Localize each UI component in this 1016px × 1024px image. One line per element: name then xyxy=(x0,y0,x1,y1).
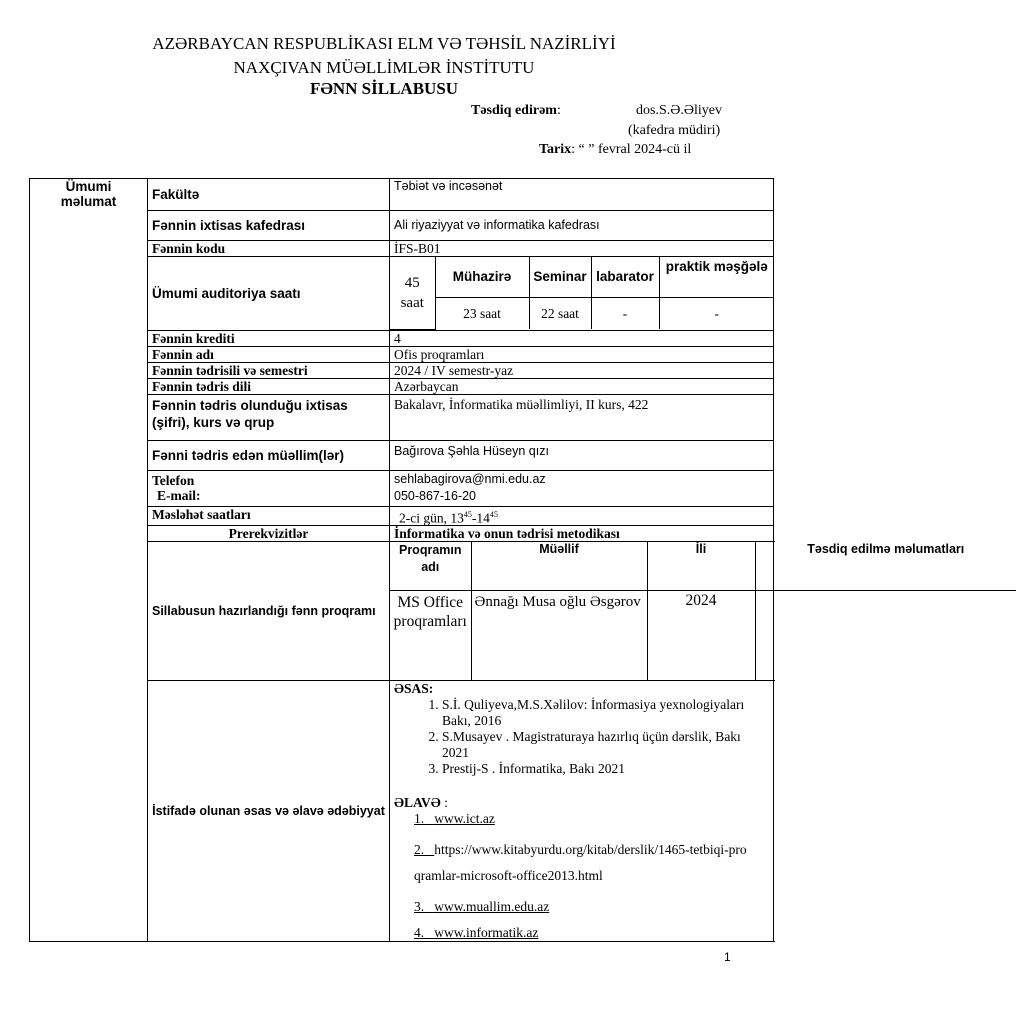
literature-label: İstifadə olunan əsas və əlavə ədəbiyyat xyxy=(148,681,390,942)
teacher-value: Bağırova Şəhla Hüseyn qızı xyxy=(390,440,774,470)
literature-extra-item[interactable]: 1. www.ict.az xyxy=(414,811,495,826)
literature-extra-head: ƏLAVƏ : xyxy=(394,795,448,810)
literature-main-head: ƏSAS: xyxy=(394,681,434,696)
year-label: Fənnin tədrisili və semestri xyxy=(148,362,390,378)
language-value: Azərbaycan xyxy=(390,378,774,394)
prereq-value: İnformatika və onun tədrisi metodikası xyxy=(390,526,774,542)
literature-main-item: 3. Prestij-S . İnformatika, Bakı 2021 xyxy=(442,761,769,777)
hours-total: 45 saat xyxy=(390,257,435,329)
syllabus-table xyxy=(29,178,965,942)
consult-sup-1: 45 xyxy=(463,509,472,519)
ministry-title: AZƏRBAYCAN RESPUBLİKASI ELM VƏ TƏHSİL NAZİRLİYİ xyxy=(152,34,616,53)
date-value: : “ ” fevral 2024-cü il xyxy=(571,142,692,157)
hours-cell xyxy=(390,257,774,331)
contact-labels xyxy=(148,470,390,506)
program-head-approval: Təsdiq edilmə məlumatları xyxy=(755,542,1016,590)
phone-label: Telefon xyxy=(152,473,195,488)
program-cell xyxy=(390,542,965,681)
literature-extra-item[interactable]: 2. https://www.kitabyurdu.org/kitab/derslik/1465-tetbiqi-proqramlar-microsoft-office2013.html xyxy=(414,842,747,883)
hours-seminar: 22 saat xyxy=(529,297,591,329)
approval-name: dos.S.Ə.Əliyev xyxy=(636,103,722,118)
row-faculty xyxy=(30,179,774,211)
credit-value: 4 xyxy=(390,330,774,346)
consult-value xyxy=(390,506,774,526)
program-name: MS Office proqramları xyxy=(390,590,471,680)
document-title: FƏNN SİLLABUSU xyxy=(309,79,459,98)
program-year: 2024 xyxy=(647,590,755,680)
approval-date xyxy=(539,141,691,159)
code-value: İFS-B01 xyxy=(390,241,774,257)
section-general: Ümumi məlumat xyxy=(30,179,148,942)
hours-lecture: 23 saat xyxy=(435,297,529,329)
program-head-author: Müəllif xyxy=(471,542,647,590)
approval-role: (kafedra müdiri) xyxy=(628,123,721,138)
specialty-label: Fənnin tədris olunduğu ixtisas (şifri), kurs və qrup xyxy=(148,394,390,440)
consult-label: Məsləhət saatları xyxy=(148,506,390,526)
consult-dash: -14 xyxy=(471,510,490,525)
literature-extra-list xyxy=(394,811,769,941)
code-label: Fənnin kodu xyxy=(148,241,390,257)
institute-title: NAXÇIVAN MÜƏLLİMLƏR İNSTİTUTU xyxy=(233,58,535,77)
literature-main-item: 1. S.İ. Quliyeva,M.S.Xəlilov: İnformasiya yexnologiyaları Bakı, 2016 xyxy=(442,697,769,729)
program-label: Sillabusun hazırlandığı fənn proqramı xyxy=(148,542,390,681)
approval-line xyxy=(471,102,561,120)
program-author: Ənnağı Musa oğlu Əsgərov xyxy=(471,590,647,680)
literature-main-list xyxy=(394,697,769,777)
course-name-label: Fənnin adı xyxy=(148,346,390,362)
language-label: Fənnin tədris dili xyxy=(148,378,390,394)
consult-sup-2: 45 xyxy=(489,509,498,519)
prereq-label: Prerekvizitlər xyxy=(148,526,390,542)
faculty-label: Fakültə xyxy=(148,179,390,211)
email-value[interactable]: sehlabagirova@nmi.edu.az xyxy=(394,472,546,486)
program-head-year: İli xyxy=(647,542,755,590)
date-label: Tarix xyxy=(539,142,572,157)
teacher-label: Fənni tədris edən müəllim(lər) xyxy=(148,440,390,470)
phone-value: 050-867-16-20 xyxy=(394,489,477,503)
hours-head-seminar: Seminar xyxy=(529,257,591,297)
email-label: E-mail: xyxy=(157,488,201,503)
hours-lab: - xyxy=(591,297,659,329)
program-head-name: Proqramın adı xyxy=(390,542,471,590)
consult-text: 2-ci gün, 13 xyxy=(399,510,464,525)
approval-colon: : xyxy=(556,103,561,118)
department-label: Fənnin ixtisas kafedrası xyxy=(148,211,390,241)
contact-values xyxy=(390,470,774,506)
year-value: 2024 / IV semestr-yaz xyxy=(390,362,774,378)
faculty-value: Təbiət və incəsənət xyxy=(390,179,774,211)
course-name-value: Ofis proqramları xyxy=(390,346,774,362)
page-number: 1 xyxy=(724,950,731,964)
department-value: Ali riyaziyyat və informatika kafedrası xyxy=(390,211,774,241)
hours-head-lab: labarator xyxy=(591,257,659,297)
hours-label: Ümumi auditoriya saatı xyxy=(148,257,390,331)
hours-practice: - xyxy=(659,297,774,329)
literature-cell xyxy=(390,681,774,942)
approval-label: Təsdiq edirəm xyxy=(471,103,557,118)
credit-label: Fənnin krediti xyxy=(148,330,390,346)
literature-extra-item[interactable]: 4. www.informatik.az xyxy=(414,925,539,940)
program-approval xyxy=(755,590,1016,680)
hours-head-lecture: Mühazirə xyxy=(435,257,529,297)
literature-extra-item[interactable]: 3. www.muallim.edu.az xyxy=(414,899,550,914)
hours-head-practice: praktik məşğələ xyxy=(659,257,774,297)
literature-main-item: 2. S.Musayev . Magistraturaya hazırlıq üçün dərslik, Bakı 2021 xyxy=(442,729,769,761)
specialty-value: Bakalavr, İnformatika müəllimliyi, II kurs, 422 xyxy=(390,394,774,440)
